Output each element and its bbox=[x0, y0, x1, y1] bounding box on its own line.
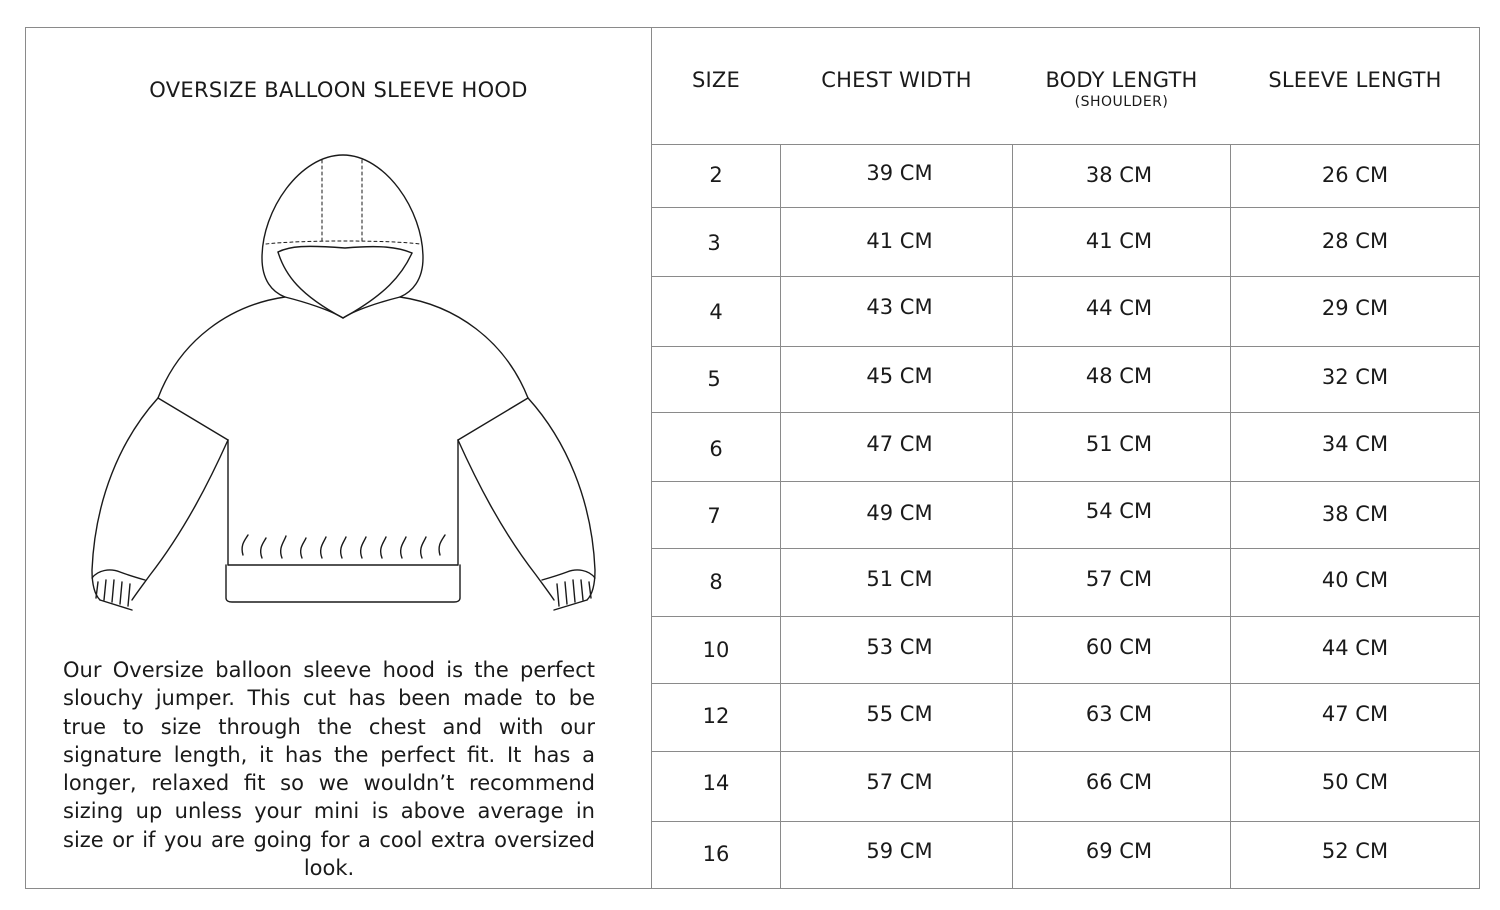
row-rule bbox=[651, 481, 1480, 482]
product-title: OVERSIZE BALLOON SLEEVE HOOD bbox=[149, 78, 528, 102]
body-cell: 51 CM bbox=[1085, 432, 1153, 456]
row-rule bbox=[651, 821, 1480, 822]
chest-cell: 53 CM bbox=[866, 635, 933, 659]
header-body-length-label: BODY LENGTH bbox=[1045, 68, 1198, 92]
header-size: SIZE bbox=[692, 68, 740, 92]
table-header-rule bbox=[651, 144, 1480, 145]
hoodie-line-drawing-icon bbox=[60, 140, 620, 620]
sleeve-cell: 50 CM bbox=[1321, 770, 1389, 794]
row-rule bbox=[651, 616, 1480, 617]
size-cell: 14 bbox=[702, 771, 730, 795]
row-rule bbox=[651, 548, 1480, 549]
sleeve-cell: 40 CM bbox=[1321, 568, 1389, 592]
chest-cell: 47 CM bbox=[866, 432, 933, 456]
header-body-length-sub: (SHOULDER) bbox=[1074, 94, 1169, 110]
size-cell: 7 bbox=[707, 504, 721, 528]
sleeve-cell: 34 CM bbox=[1321, 432, 1389, 456]
sleeve-cell: 32 CM bbox=[1321, 365, 1389, 389]
sleeve-cell: 29 CM bbox=[1321, 296, 1389, 320]
size-cell: 16 bbox=[702, 842, 730, 866]
sleeve-cell: 52 CM bbox=[1321, 839, 1389, 863]
chest-cell: 49 CM bbox=[866, 501, 933, 525]
chest-cell: 43 CM bbox=[866, 295, 933, 319]
chest-cell: 51 CM bbox=[866, 567, 933, 591]
sleeve-cell: 47 CM bbox=[1321, 702, 1389, 726]
header-sleeve-length: SLEEVE LENGTH bbox=[1268, 68, 1442, 92]
chest-cell: 39 CM bbox=[866, 161, 933, 185]
body-cell: 44 CM bbox=[1085, 296, 1153, 320]
body-cell: 69 CM bbox=[1085, 839, 1153, 863]
size-cell: 3 bbox=[707, 231, 721, 255]
body-cell: 41 CM bbox=[1085, 229, 1153, 253]
chest-cell: 41 CM bbox=[866, 229, 933, 253]
sleeve-cell: 26 CM bbox=[1321, 163, 1389, 187]
body-cell: 60 CM bbox=[1085, 635, 1153, 659]
chest-cell: 57 CM bbox=[866, 770, 933, 794]
sleeve-cell: 38 CM bbox=[1321, 502, 1389, 526]
row-rule bbox=[651, 751, 1480, 752]
size-cell: 12 bbox=[702, 704, 730, 728]
body-cell: 54 CM bbox=[1085, 499, 1153, 523]
body-cell: 63 CM bbox=[1085, 702, 1153, 726]
header-chest-width: CHEST WIDTH bbox=[821, 68, 972, 92]
body-cell: 57 CM bbox=[1085, 567, 1153, 591]
body-cell: 66 CM bbox=[1085, 770, 1153, 794]
chest-cell: 45 CM bbox=[866, 364, 933, 388]
size-cell: 6 bbox=[709, 437, 723, 461]
chest-cell: 59 CM bbox=[866, 839, 933, 863]
sleeve-cell: 28 CM bbox=[1321, 229, 1389, 253]
row-rule bbox=[651, 683, 1480, 684]
size-cell: 8 bbox=[709, 570, 723, 594]
body-cell: 38 CM bbox=[1085, 163, 1153, 187]
size-cell: 5 bbox=[707, 367, 721, 391]
chest-cell: 55 CM bbox=[866, 702, 933, 726]
row-rule bbox=[651, 412, 1480, 413]
product-description: Our Oversize balloon sleeve hood is the perfect slouchy jumper. This cut has been made to be true to size through the chest and with our signature length, it has the perfect fit. It has a longer, relaxed fit so we wouldn’t recommend sizing up unless your mini is above average in size or if you are going for a cool extra oversized look. bbox=[63, 658, 595, 881]
size-cell: 10 bbox=[702, 638, 730, 662]
size-cell: 2 bbox=[709, 163, 723, 187]
row-rule bbox=[651, 207, 1480, 208]
size-cell: 4 bbox=[709, 300, 723, 324]
body-cell: 48 CM bbox=[1085, 364, 1153, 388]
sleeve-cell: 44 CM bbox=[1321, 636, 1389, 660]
row-rule bbox=[651, 346, 1480, 347]
header-body-length bbox=[1013, 68, 1230, 110]
row-rule bbox=[651, 276, 1480, 277]
